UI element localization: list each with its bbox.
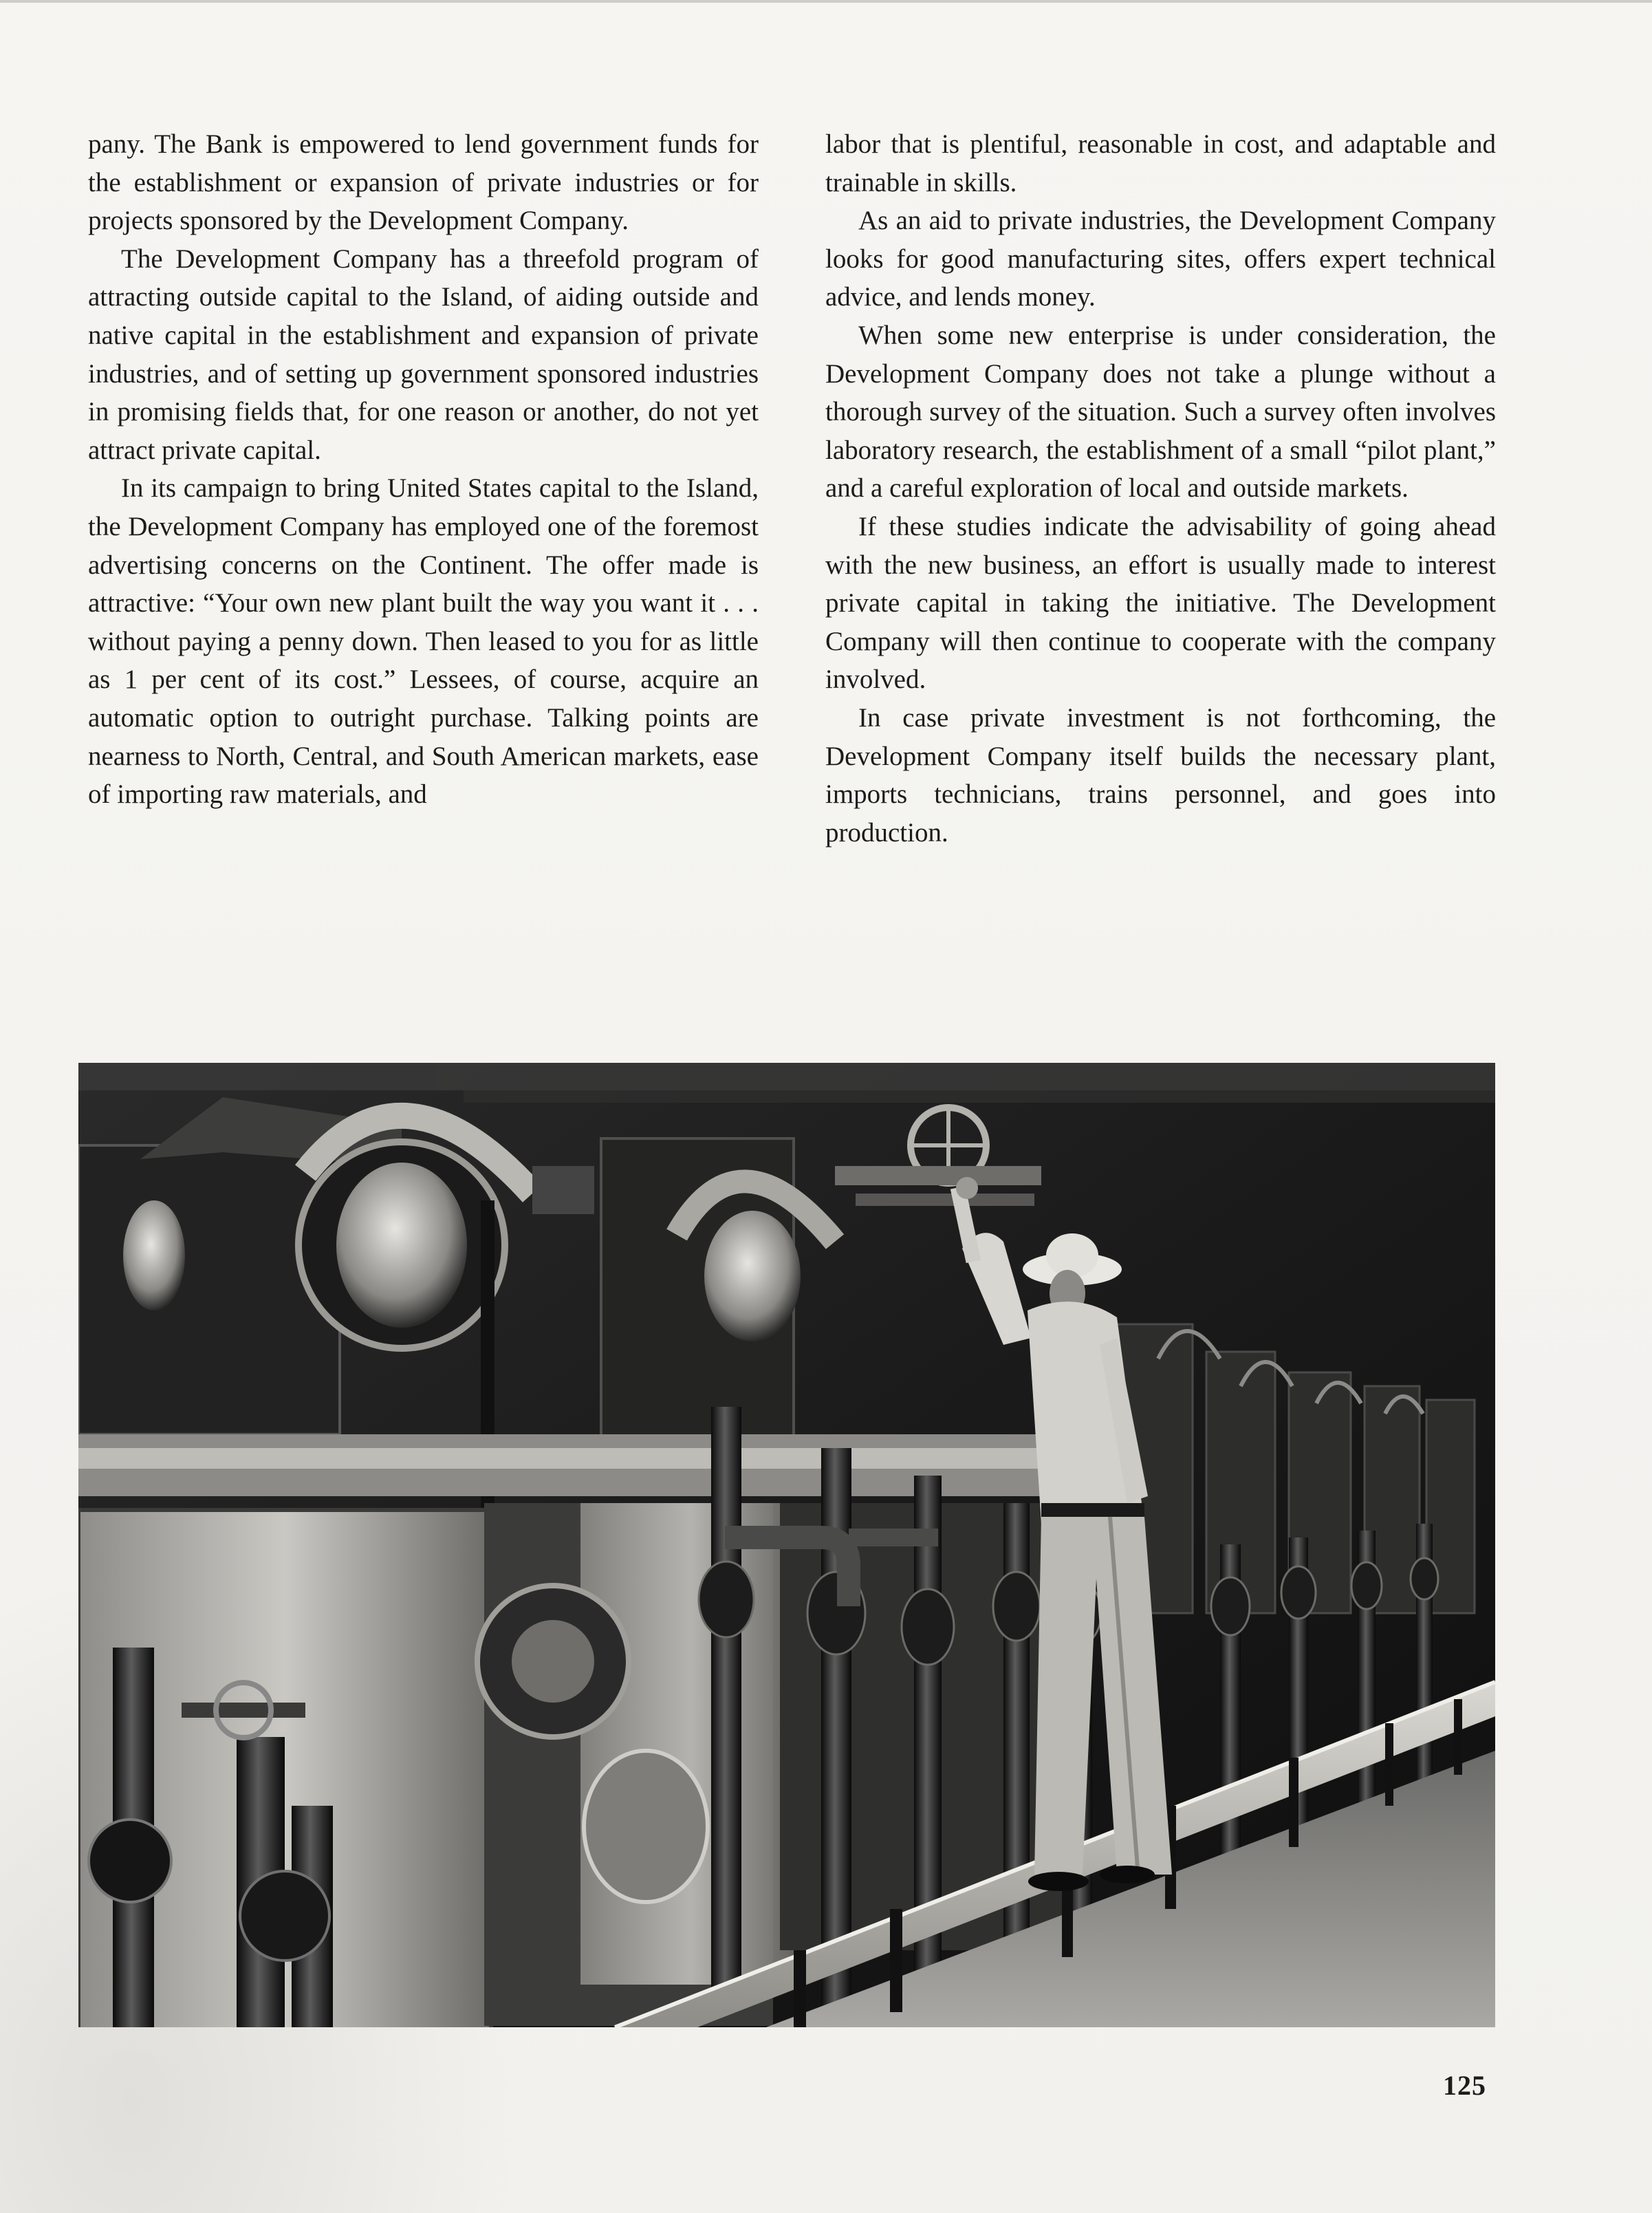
paragraph-labor: labor that is plentiful, reasonable in cost, and adaptable and trainable in skills. (825, 129, 1496, 197)
paragraph-bank-lending: pany. The Bank is empowered to lend government funds for the establishment or expansion of private industries or for projects sponsored by the Development Company. (88, 129, 759, 236)
page-top-edge (0, 0, 1652, 3)
factory-photograph (78, 1063, 1495, 2027)
paragraph-private-capital: If these studies indicate the advisability of going ahead with the new business, an effort is usually made to interest private capital in taking the initiative. The Development Company will then continue to cooperate with the company involved. (825, 511, 1496, 695)
page-number: 125 (1443, 2070, 1486, 2101)
right-text-column (825, 125, 1496, 852)
paragraph-survey: When some new enterprise is under consideration, the Development Company does not take a plunge without a thorough survey of the situation. Such a survey often involves laboratory research, the establishment of a small “pilot plant,” and a careful exploration of local and outside markets. (825, 320, 1496, 504)
left-text-column (88, 125, 759, 814)
paragraph-company-builds-plant: In case private investment is not forthcoming, the Development Company itself builds the necessary plant, imports technicians, trains personnel, and goes into production. (825, 702, 1496, 848)
paragraph-aid-to-industries: As an aid to private industries, the Development Company looks for good manufacturing sites, offers expert technical advice, and lends money. (825, 206, 1496, 312)
paragraph-advertising-campaign: In its campaign to bring United States capital to the Island, the Development Company has employed one of the foremost advertising concerns on the Continent. The offer made is attractive: “Your own new plant built the way you want it . . . without paying a penny down. Then leased to you for as little as 1 per cent of its cost.” Lessees, of course, acquire an automatic option to outright purchase. Talking points are nearness to North, Central, and South American markets, ease of importing raw materials, and (88, 473, 759, 810)
paragraph-threefold-program: The Development Company has a threefold program of attracting outside capital to the Island, of aiding outside and native capital in the establishment and expansion of private industries, and of setting up government sponsored industries in promising fields that, for one reason or another, do not yet attract private capital. (88, 244, 759, 465)
